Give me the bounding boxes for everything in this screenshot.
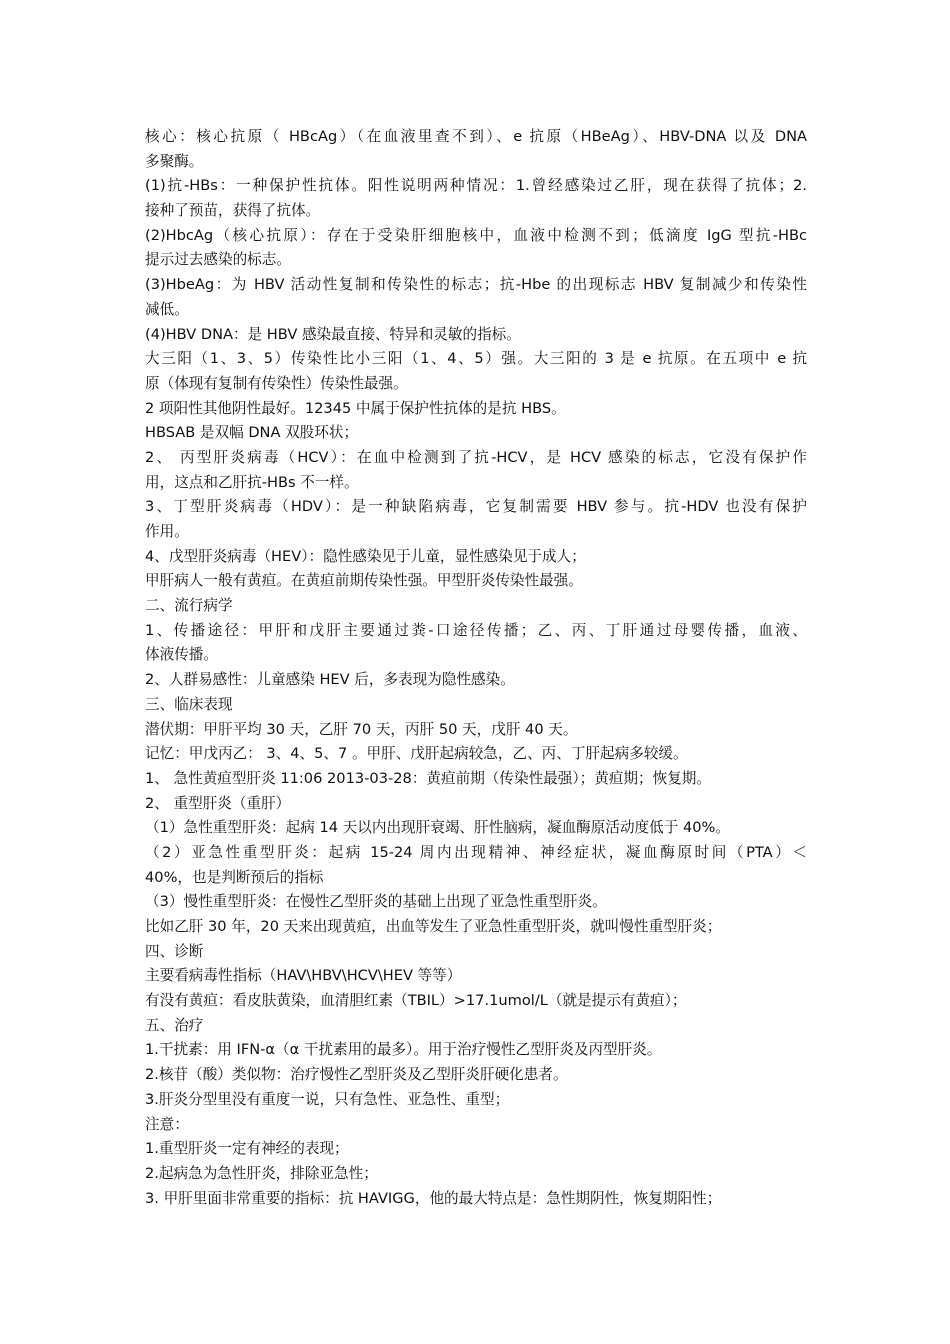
text-line: 甲肝病人一般有黄疸。在黄疸前期传染性强。甲型肝炎传染性最强。	[145, 572, 583, 590]
text-line: 原（体现有复制有传染性）传染性最强。	[145, 374, 408, 392]
text-line: 减低。	[145, 300, 189, 318]
text-line: 二、流行病学	[145, 597, 233, 615]
text-line: 多聚酶。	[145, 152, 204, 170]
text-line: 2、 丙型肝炎病毒（HCV）：在血中检测到了抗-HCV，是 HCV 感染的标志，它没有保护作	[145, 448, 807, 466]
text-line: （1）急性重型肝炎：起病 14 天以内出现肝衰竭、肝性脑病，凝血酶原活动度低于 40%。	[145, 819, 730, 837]
text-line: 主要看病毒性指标（HAV\HBV\HCV\HEV 等等）	[145, 967, 462, 985]
text-line: (2)HbcAg（核心抗原）：存在于受染肝细胞核中，血液中检测不到；低滴度 IgG 型抗-HBc	[145, 226, 807, 244]
text-line: 用，这点和乙肝抗-HBs 不一样。	[145, 473, 359, 491]
text-line: (4)HBV DNA：是 HBV 感染最直接、特异和灵敏的指标。	[145, 325, 521, 343]
text-line: 3.肝炎分型里没有重度一说，只有急性、亚急性、重型；	[145, 1090, 510, 1108]
text-line: （3）慢性重型肝炎：在慢性乙型肝炎的基础上出现了亚急性重型肝炎。	[145, 893, 607, 911]
text-line: 4、戊型肝炎病毒（HEV）：隐性感染见于儿童，显性感染见于成人；	[145, 547, 586, 565]
text-line: 2.起病急为急性肝炎，排除亚急性；	[145, 1164, 378, 1182]
text-line: (1)抗-HBs：一种保护性抗体。阳性说明两种情况：1.曾经感染过乙肝，现在获得了抗体；2.	[145, 177, 807, 195]
text-line: 1.干扰素：用 IFN-α（α 干扰素用的最多）。用于治疗慢性乙型肝炎及丙型肝炎。	[145, 1041, 662, 1059]
text-line: 2 项阳性其他阴性最好。12345 中属于保护性抗体的是抗 HBS。	[145, 399, 566, 417]
text-line: 记忆：甲戊丙乙： 3、4、5、7 。甲肝、戊肝起病较急，乙、丙、丁肝起病多较缓。	[145, 745, 688, 763]
text-line: 接种了预苗，获得了抗体。	[145, 202, 321, 220]
text-line: 潜伏期：甲肝平均 30 天，乙肝 70 天，丙肝 50 天，戊肝 40 天。	[145, 720, 578, 738]
text-line: 2、 重型肝炎（重肝）	[145, 794, 291, 812]
text-line: 1.重型肝炎一定有神经的表现；	[145, 1140, 349, 1158]
text-line: 比如乙肝 30 年，20 天来出现黄疸，出血等发生了亚急性重型肝炎，就叫慢性重型肝炎；	[145, 918, 722, 935]
text-line: 3. 甲肝里面非常重要的指标：抗 HAVIGG，他的最大特点是：急性期阴性，恢复期阳性；	[145, 1189, 722, 1207]
text-line: 1、传播途径：甲肝和戊肝主要通过粪-口途径传播；乙、丙、丁肝通过母婴传播，血液、	[145, 621, 807, 639]
text-line: (3)HbeAg：为 HBV 活动性复制和传染性的标志；抗-Hbe 的出现标志 HBV 复制减少和传染性	[145, 276, 807, 294]
text-line: 三、临床表现	[145, 695, 233, 713]
text-line: HBSAB 是双幅 DNA 双股环状；	[145, 424, 359, 442]
text-line: 注意：	[145, 1115, 189, 1133]
text-line: 3、丁型肝炎病毒（HDV）：是一种缺陷病毒，它复制需要 HBV 参与。抗-HDV 也没有保护	[145, 498, 807, 516]
text-line: 大三阳（1、3、5）传染性比小三阳（1、4、5）强。大三阳的 3 是 e 抗原。在五项中 e 抗	[145, 350, 807, 368]
text-line: 2.核苷（酸）类似物：治疗慢性乙型肝炎及乙型肝炎肝硬化患者。	[145, 1066, 568, 1084]
document-body	[145, 125, 807, 1211]
text-line: 体液传播。	[145, 646, 218, 664]
text-line: 有没有黄疸：看皮肤黄染，血清胆红素（TBIL）>17.1umol/L（就是提示有黄疸）；	[145, 992, 687, 1010]
text-line: 作用。	[145, 523, 189, 540]
text-line: 1、 急性黄疸型肝炎 11:06 2013-03-28：黄疸前期（传染性最强）；黄疸期；恢复期。	[145, 769, 711, 787]
text-line: 40%，也是判断预后的指标	[145, 868, 324, 886]
text-line: 核心：核心抗原（ HBcAg）（在血液里查不到）、e 抗原（HBeAg）、HBV-DNA 以及 DNA	[145, 128, 807, 145]
text-line: 四、诊断	[145, 942, 204, 960]
text-line: 2、人群易感性：儿童感染 HEV 后，多表现为隐性感染。	[145, 671, 515, 689]
text-line: （2）亚急性重型肝炎：起病 15-24 周内出现精神、神经症状，凝血酶原时间（PTA）＜	[145, 843, 807, 861]
text-line: 五、治疗	[145, 1016, 204, 1034]
text-line: 提示过去感染的标志。	[145, 251, 291, 269]
